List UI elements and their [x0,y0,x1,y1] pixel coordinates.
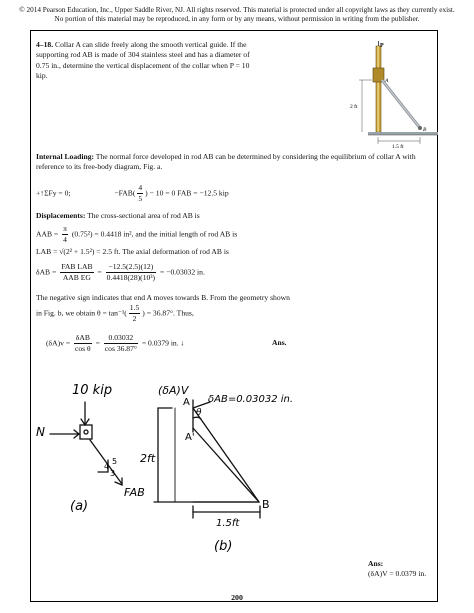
displacements-paragraph [36,211,436,221]
sketch-width: 1.5ft [216,518,240,529]
eq-result: FAB = −12.5 kip [177,188,229,198]
equilibrium-equation: +↑ΣFy = 0; −FAB( $\frac{4}{5}$ ) − 10 = 0 FAB = −12.5 kip [36,183,229,203]
sketch-theta: θ [196,408,202,418]
sketch-load-label: 10 kip [72,383,113,398]
height-dim-label: 2 ft [350,104,358,110]
final-ans-label: Ans. [272,338,287,347]
eq-term-pre: −FAB [114,188,133,198]
eq-left: +↑ΣFy = 0; [36,188,71,198]
final-num1: δAB [75,333,90,342]
point-a-label: A [385,78,389,84]
final-equation [46,333,184,354]
delta-den2: 0.4418(28)(10³) [106,273,156,282]
sketch-caption-a: (a) [70,499,89,514]
internal-loading-paragraph [36,152,436,173]
theta-num: 1.5 [129,303,140,312]
internal-loading-heading: Internal Loading: [36,152,95,161]
problem-statement [36,40,254,82]
area-den: 4 [63,235,67,244]
width-dim-label: 1.5 ft [392,144,404,148]
problem-figure [350,40,450,148]
problem-number: 4–18. [36,40,54,49]
delta-lhs: δAB = [36,267,57,277]
problem-text: Collar A can slide freely along the smooth vertical guide. If the supporting rod AB is made of 304 stainless steel and has a diameter of 0.75 in., determine the vertical displacement of the collar when P = 10 kip. [36,40,250,81]
sketch-slope-3: 3 [110,469,116,478]
displacements-text: The cross-sectional area of rod AB is [87,211,200,220]
geometry-line1: The negative sign indicates that end A moves towards B. From the geometry shown [36,293,290,302]
final-result: = 0.0379 in. ↓ [141,338,185,348]
delta-num2: −12.5(2.5)(12) [106,262,156,273]
sketch-point-a: A [183,397,190,408]
internal-loading-text: The normal force developed in rod AB can be determined by considering the equilibrium of collar A with reference to its free-body diagram, Fig. a. [36,152,416,172]
copyright-notice: © 2014 Pearson Education, Inc., Upper Saddle River, NJ. All rights reserved. This material is protected under all copyright laws as they currently exist. No portion of this material may be reproduced, in any form or by any means, without permission in writing from the publisher. [19,6,455,24]
sketch-delta-ab: δAB=0.03032 in. [208,394,294,405]
displacements-heading: Displacements: [36,211,86,220]
answer-box [368,559,426,580]
theta-den: 2 [132,314,137,323]
sketch-slope-5: 5 [112,457,118,466]
solution-sketch [30,372,438,558]
sketch-force-fab: FAB [124,486,145,499]
geometry-line2: in Fig. b, we obtain θ = tan⁻¹( $\frac{1.5}{2}$ ) = 36.87°. Thus, [36,303,194,323]
geometry-text-post: = 36.87°. Thus, [146,308,194,318]
point-b-label: B [423,127,427,133]
area-lhs: AAB = [36,229,59,239]
final-num2: 0.03032 [104,333,138,344]
area-rest: (0.75²) = 0.4418 in², and the initial length of rod AB is [71,229,238,239]
deformation-equation [36,262,205,283]
eq-den: 5 [138,194,143,203]
final-den1: cos θ [75,344,91,353]
eq-num: 4 [138,183,143,192]
area-equation [36,224,237,245]
final-lhs: (δA)v = [46,338,71,348]
sketch-caption-b: (b) [214,539,233,554]
sketch-disp-label: (δA)V [158,384,189,397]
delta-num1: FAB LAB [61,262,93,271]
sketch-point-a-prime: A' [185,432,195,443]
delta-den1: AAB EG [62,273,91,282]
sketch-point-b: B [262,498,270,511]
length-equation: LAB = √(2² + 1.5²) = 2.5 ft. The axial deformation of rod AB is [36,247,229,256]
final-eq-sign: = [95,338,100,348]
area-num: π [63,224,67,233]
load-label: P [380,43,384,49]
sketch-force-n: N [36,425,45,439]
page-number: 200 [231,593,243,602]
final-den2: cos 36.87° [104,344,137,353]
delta-eq: = [97,267,102,277]
geometry-text-pre: in Fig. b, we obtain θ = tan⁻¹ [36,308,125,318]
sketch-height: 2ft [140,452,156,465]
answer-label: Ans: [368,559,384,568]
sketch-slope-4: 4 [104,462,110,471]
answer-value: (δA)V = 0.0379 in. [368,569,427,579]
eq-term-post: − 10 = 0 [149,188,176,198]
delta-result: = −0.03032 in. [160,267,205,277]
